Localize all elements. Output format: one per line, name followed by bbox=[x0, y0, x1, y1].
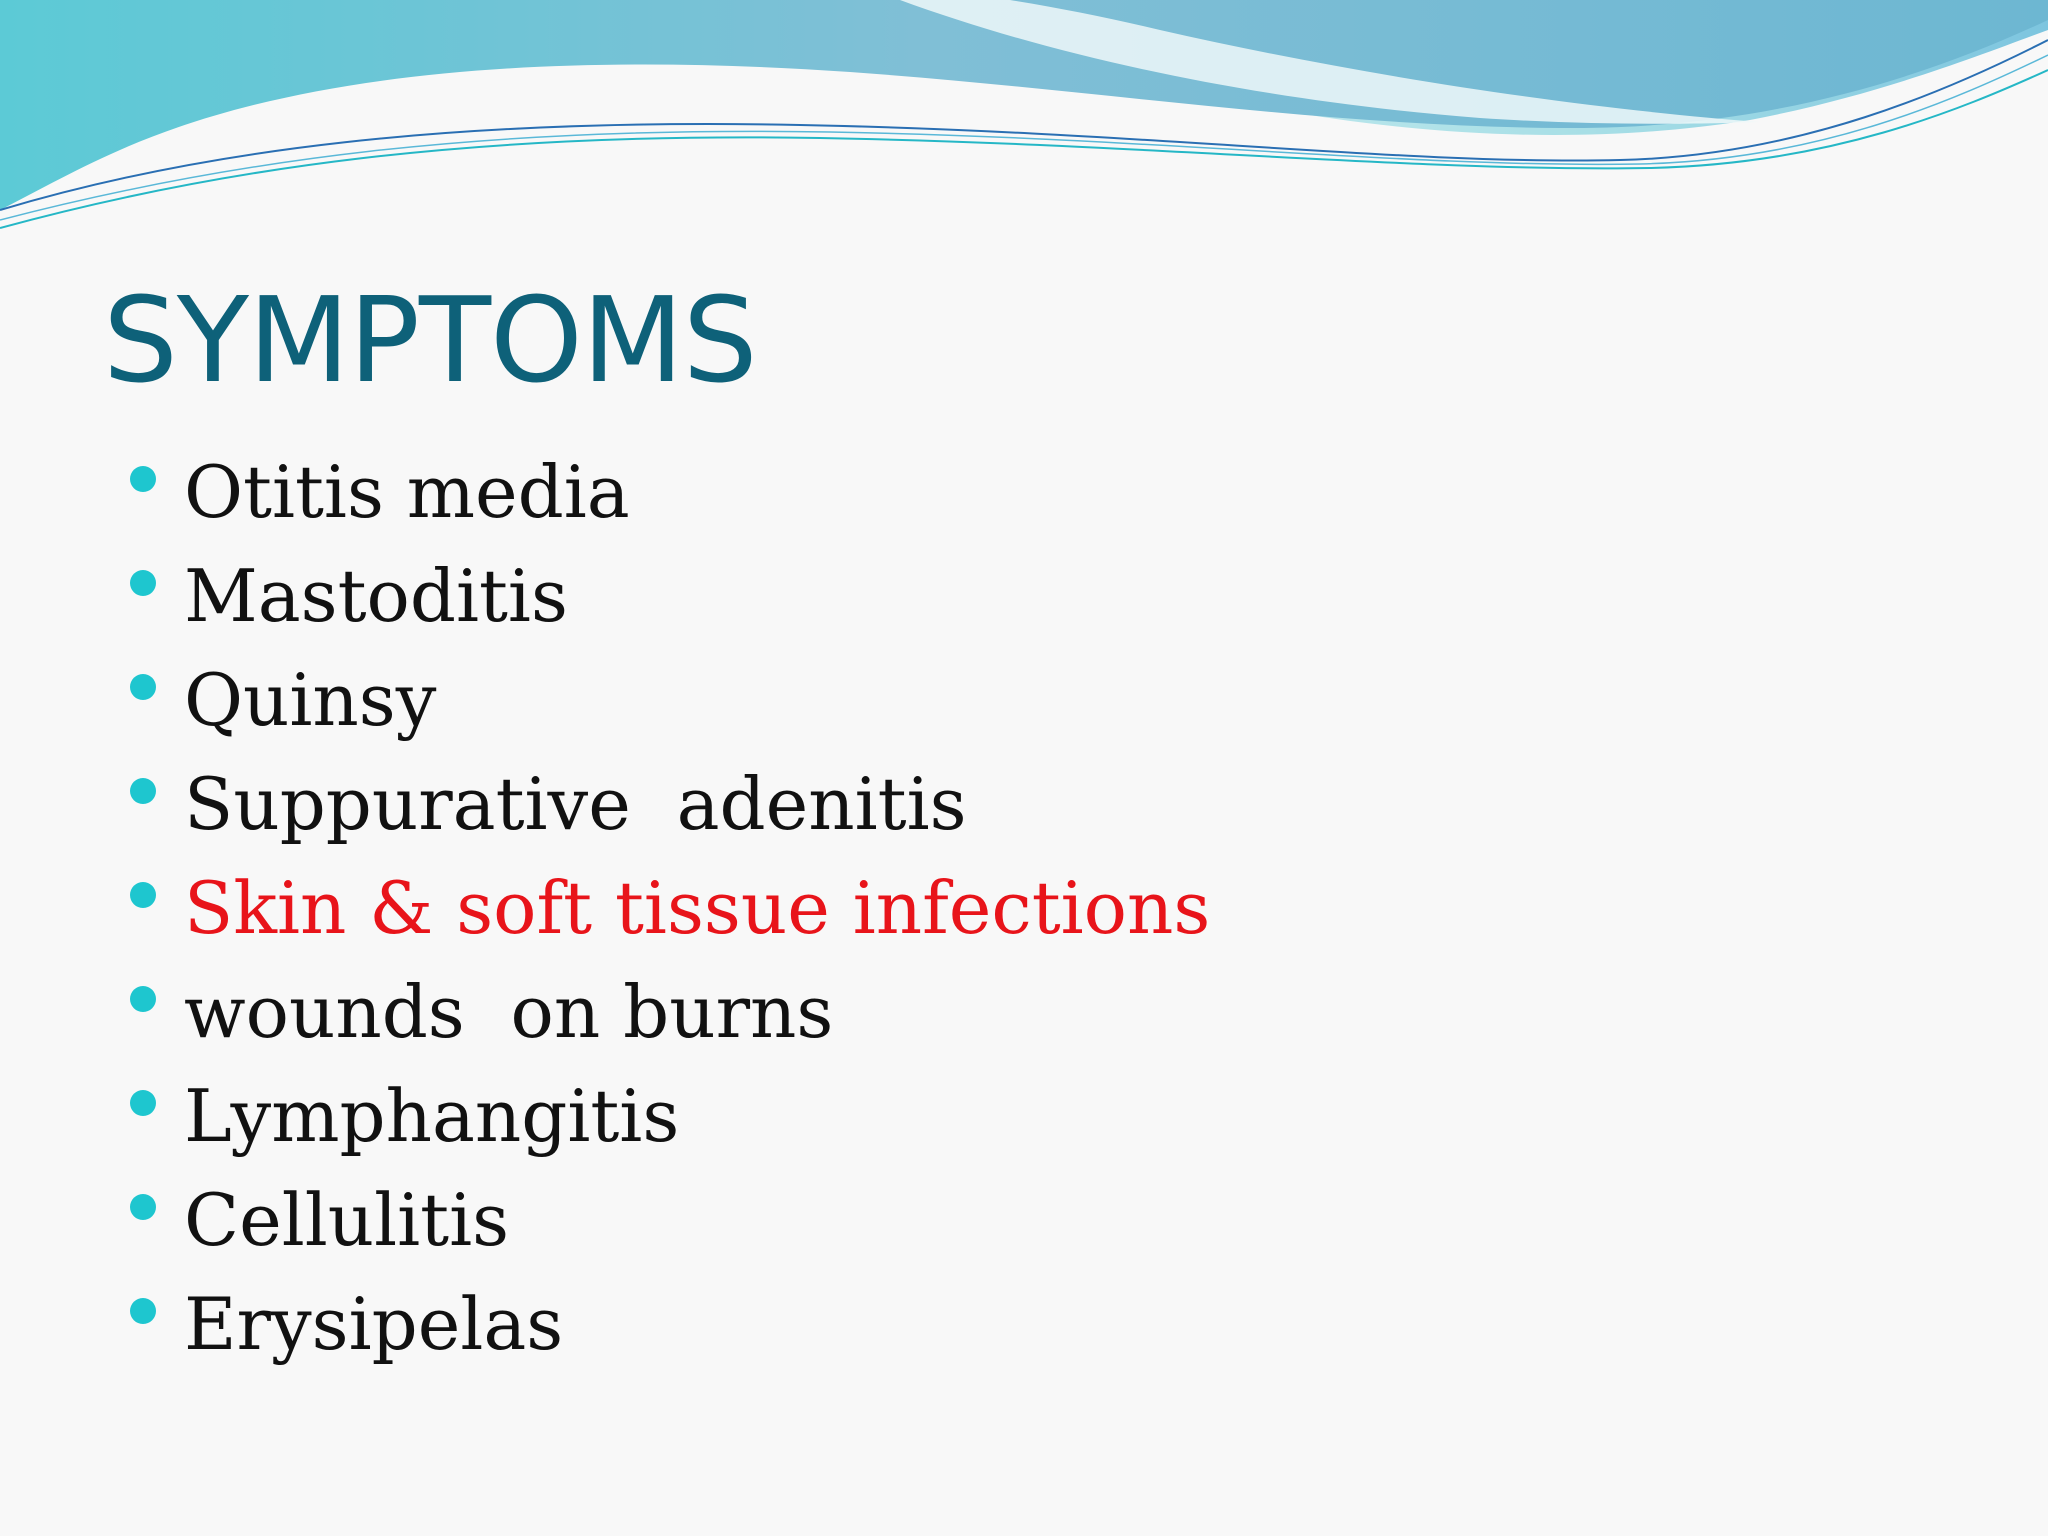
header-wave-decoration bbox=[0, 0, 2048, 240]
bullet-dot-icon bbox=[130, 986, 156, 1012]
bullet-text: wounds on burns bbox=[184, 970, 834, 1054]
bullet-text: Otitis media bbox=[184, 450, 630, 534]
bullet-dot-icon bbox=[130, 1298, 156, 1324]
bullet-text: Cellulitis bbox=[184, 1178, 510, 1262]
bullet-dot-icon bbox=[130, 570, 156, 596]
bullet-dot-icon bbox=[130, 466, 156, 492]
bullet-text: Lymphangitis bbox=[184, 1074, 680, 1158]
slide-title: SYMPTOMS bbox=[103, 271, 757, 409]
bullet-dot-icon bbox=[130, 778, 156, 804]
bullet-dot-icon bbox=[130, 882, 156, 908]
bullet-text: Erysipelas bbox=[184, 1282, 564, 1366]
bullet-text: Suppurative adenitis bbox=[184, 762, 967, 846]
bullet-text: Quinsy bbox=[184, 658, 437, 742]
bullet-dot-icon bbox=[130, 674, 156, 700]
bullet-text: Skin & soft tissue infections bbox=[184, 866, 1211, 950]
bullet-dot-icon bbox=[130, 1090, 156, 1116]
bullet-text: Mastoditis bbox=[184, 554, 568, 638]
bullet-dot-icon bbox=[130, 1194, 156, 1220]
